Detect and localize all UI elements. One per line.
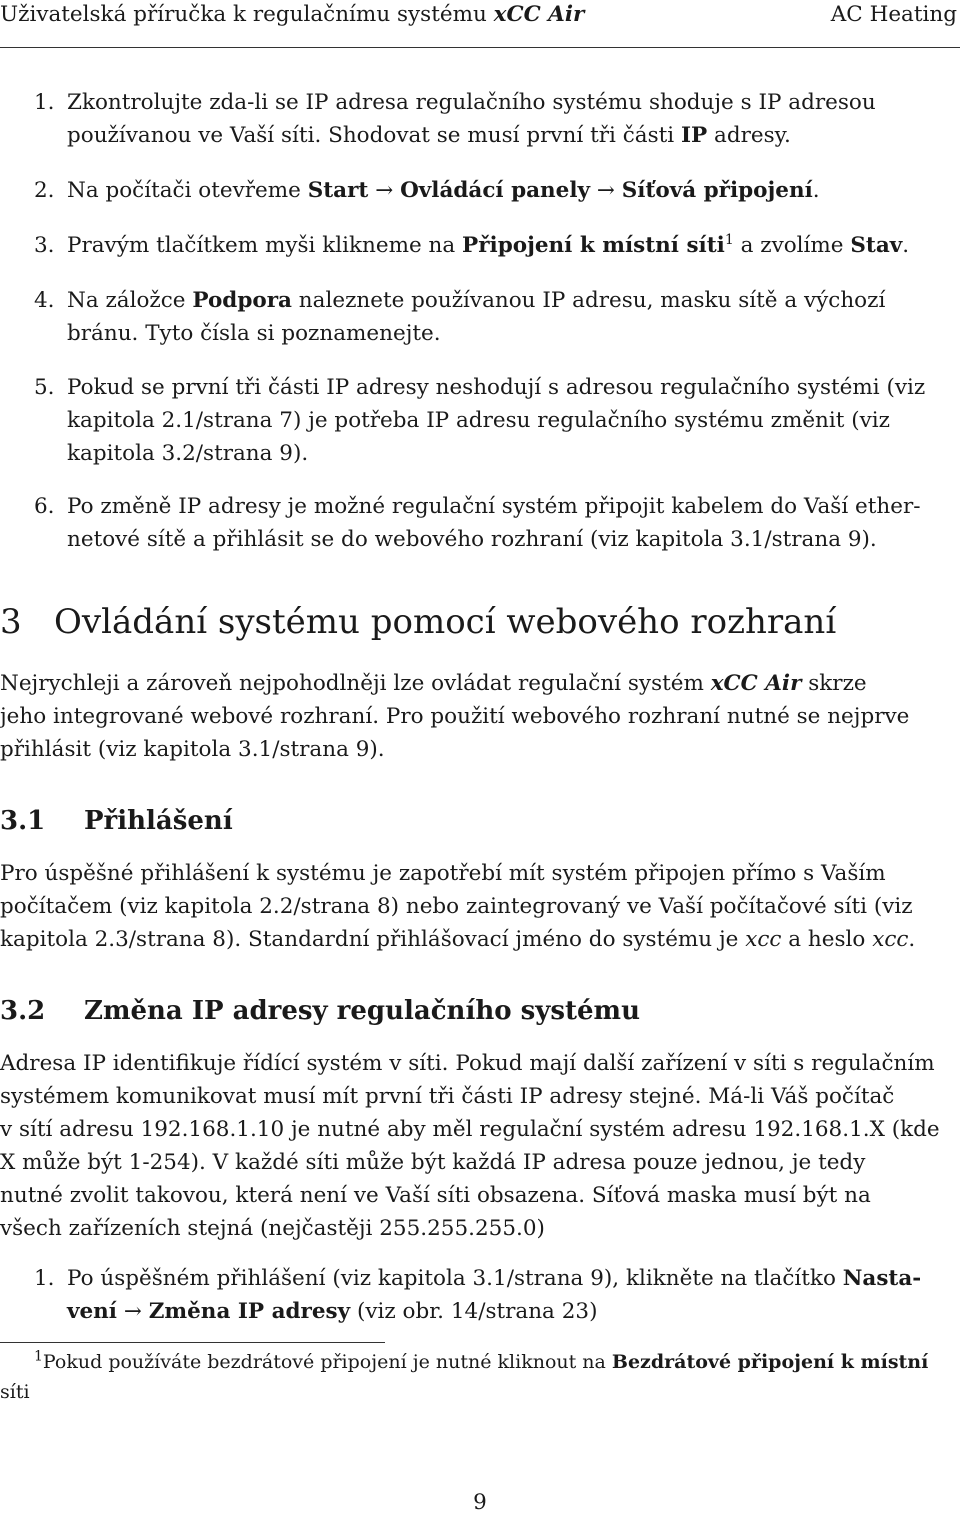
subsection-title: Přihlášení [84, 806, 233, 836]
text-line: Pro úspěšné přihlášení k systému je zapotřebí mít systém připojen přímo s Vaším [0, 861, 886, 886]
subsection-paragraph [0, 1047, 960, 1245]
menu-path-control-panel: Ovládácí panely [400, 178, 591, 203]
text-line: síti [0, 1381, 30, 1403]
subsection-heading [0, 803, 960, 839]
step-text [67, 490, 960, 556]
step-number: 1. [34, 90, 55, 115]
product-name: xCC Air [710, 671, 802, 696]
step-number: 2. [34, 178, 55, 203]
text-line: Adresa IP identifikuje řídící systém v síti. Pokud mají další zařízení v síti s regulačním [0, 1051, 935, 1076]
section-heading: 3 Ovládání systému pomocí webového rozhraní [0, 602, 837, 642]
step-text: Pravým tlačítkem myši klikneme na Připojení k místní síti$^1$ a zvolíme Stav. [67, 231, 910, 258]
subsection-number: 3.2 [0, 996, 46, 1026]
arrow-icon: → [123, 1299, 142, 1324]
step-number: 1. [34, 1266, 55, 1291]
menu-path-network: Síťová připojení [621, 178, 813, 203]
header-rule [0, 47, 960, 48]
step-text [67, 1262, 960, 1328]
step-text [67, 371, 960, 470]
running-header [0, 0, 960, 30]
text-line: $^1$Pokud používáte bezdrátové připojení je nutné kliknout na Bezdrátové připojení k místní [34, 1348, 929, 1373]
text-line: vení → Změna IP adresy (viz obr. 14/strana 23) [67, 1299, 598, 1324]
text-line: Pokud se první tři části IP adresy neshodují s adresou regulačního systémi (viz [67, 375, 926, 400]
step-text: Na počítači otevřeme Start → Ovládácí panely → Síťová připojení. [67, 178, 820, 203]
text-line: Zkontrolujte zda-li se IP adresa regulačního systému shoduje s IP adresou [67, 90, 876, 115]
step-number: 4. [34, 288, 55, 313]
step-number: 3. [34, 233, 55, 258]
step-text [67, 284, 960, 350]
text-line: kapitola 2.1/strana 7) je potřeba IP adresu regulačního systému změnit (viz [67, 408, 890, 433]
text-line: Po úspěšném přihlášení (viz kapitola 3.1/strana 9), klikněte na tlačítko Nasta- [67, 1266, 922, 1291]
header-title: Uživatelská příručka k regulačnímu systému [0, 2, 494, 27]
text-line: Na záložce Podpora naleznete používanou IP adresu, masku sítě a výchozí [67, 288, 886, 313]
subsection-heading [0, 993, 960, 1029]
header-right: AC Heating [830, 2, 957, 27]
section-paragraph [0, 667, 960, 766]
subsection-title: Změna IP adresy regulačního systému [84, 996, 640, 1026]
text-line: bránu. Tyto čísla si poznamenejte. [67, 321, 441, 346]
subsection-number: 3.1 [0, 806, 46, 836]
text-line: systémem komunikovat musí mít první tři části IP adresy stejné. Má-li Váš počítač [0, 1084, 895, 1109]
text-line: X může být 1-254). V každé síti může být každá IP adresa pouze jednou, je tedy [0, 1150, 866, 1175]
text-line: všech zařízeních stejná (nejčastěji 255.255.255.0) [0, 1216, 545, 1241]
step-text [67, 86, 960, 152]
text-line: kapitola 2.3/strana 8). Standardní přihlášovací jméno do systému je xcc a heslo xcc. [0, 927, 916, 952]
subsection-paragraph [0, 857, 960, 956]
text-line: používanou ve Vaší síti. Shodovat se musí první tři části IP adresy. [67, 123, 791, 148]
text-line: přihlásit (viz kapitola 3.1/strana 9). [0, 737, 385, 762]
text-line: v sítí adresu 192.168.1.10 je nutné aby měl regulační systém adresu 192.168.1.X (kde [0, 1117, 940, 1142]
footnote-number: 1 [34, 1348, 43, 1365]
header-product-name: xCC Air [493, 2, 585, 27]
menu-path-start: Start [307, 178, 369, 203]
footnote-rule [0, 1342, 385, 1343]
footnote [0, 1347, 960, 1407]
step-number: 6. [34, 494, 55, 519]
arrow-icon: → [375, 178, 394, 203]
text-line: Po změně IP adresy je možné regulační systém připojit kabelem do Vaší ether- [67, 494, 921, 519]
arrow-icon: → [596, 178, 615, 203]
page-number: 9 [473, 1490, 487, 1515]
step-number: 5. [34, 375, 55, 400]
text-line: počítačem (viz kapitola 2.2/strana 8) nebo zaintegrovaný ve Vaší počítačové síti (viz [0, 894, 913, 919]
text-line: netové sítě a přihlásit se do webového rozhraní (viz kapitola 3.1/strana 9). [67, 527, 877, 552]
text-line: nutné zvolit takovou, která není ve Vaší síti obsazena. Síťová maska musí být na [0, 1183, 871, 1208]
text-line: kapitola 3.2/strana 9). [67, 441, 309, 466]
text-line: jeho integrované webové rozhraní. Pro použití webového rozhraní nutné se nejprve [0, 704, 910, 729]
text-line: Nejrychleji a zároveň nejpohodlněji lze ovládat regulační systém xCC Air skrze [0, 671, 867, 696]
footnote-marker: 1 [724, 231, 734, 248]
